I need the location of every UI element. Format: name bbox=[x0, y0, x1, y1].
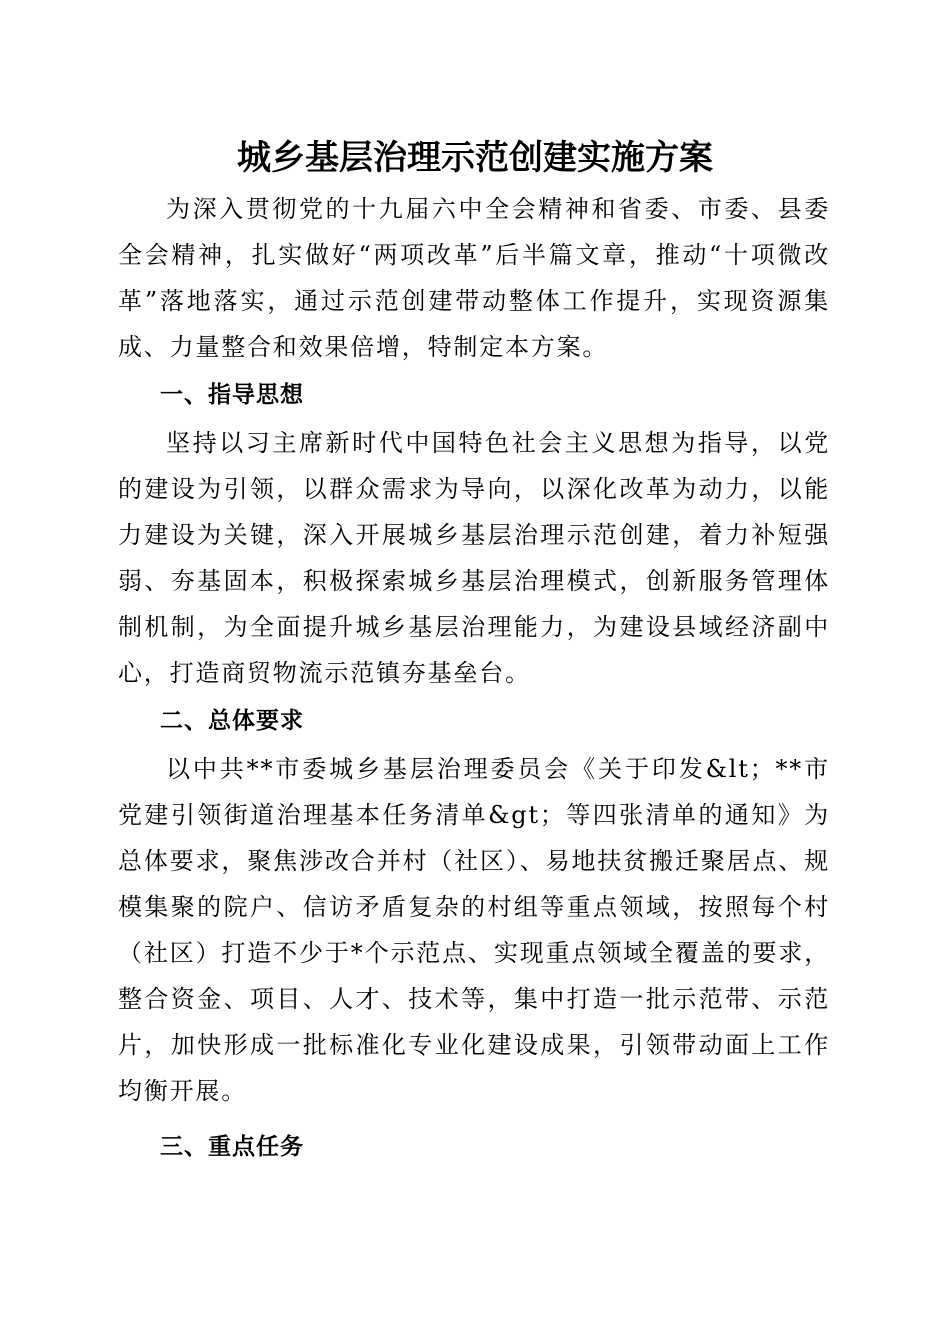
section-body-overall-requirements: 以中共**市委城乡基层治理委员会《关于印发&lt；**市党建引领街道治理基本任务清单&gt；等四张清单的通知》为总体要求，聚焦涉改合并村（社区）、易地扶贫搬迁聚居点、规模集聚的院户、信访矛盾复杂的村组等重点领域，按照每个村（社区）打造不少于*个示范点、实现重点领域全覆盖的要求，整合资金、项目、人才、技术等，集中打造一批示范带、示范片，加快形成一批标准化专业化建设成果，引领带动面上工作均衡开展。 bbox=[118, 755, 830, 1105]
document-title: 城乡基层治理示范创建实施方案 bbox=[237, 138, 713, 178]
section-heading-guiding-thought: 一、指导思想 bbox=[160, 382, 304, 408]
document-body bbox=[118, 186, 830, 1170]
section-heading-key-tasks: 三、重点任务 bbox=[160, 1134, 304, 1160]
section-heading-overall-requirements: 二、总体要求 bbox=[160, 708, 304, 734]
section-body-guiding-thought: 坚持以习主席新时代中国特色社会主义思想为指导，以党的建设为引领，以群众需求为导向，以深化改革为动力，以能力建设为关键，深入开展城乡基层治理示范创建，着力补短强弱、夯基固本，积极探索城乡基层治理模式，创新服务管理体制机制，为全面提升城乡基层治理能力，为建设县域经济副中心，打造商贸物流示范镇夯基垒台。 bbox=[118, 429, 830, 687]
intro-paragraph: 为深入贯彻党的十九届六中全会精神和省委、市委、县委全会精神，扎实做好“两项改革”后半篇文章，推动“十项微改革”落地落实，通过示范创建带动整体工作提升，实现资源集成、力量整合和效果倍增，特制定本方案。 bbox=[118, 195, 830, 361]
